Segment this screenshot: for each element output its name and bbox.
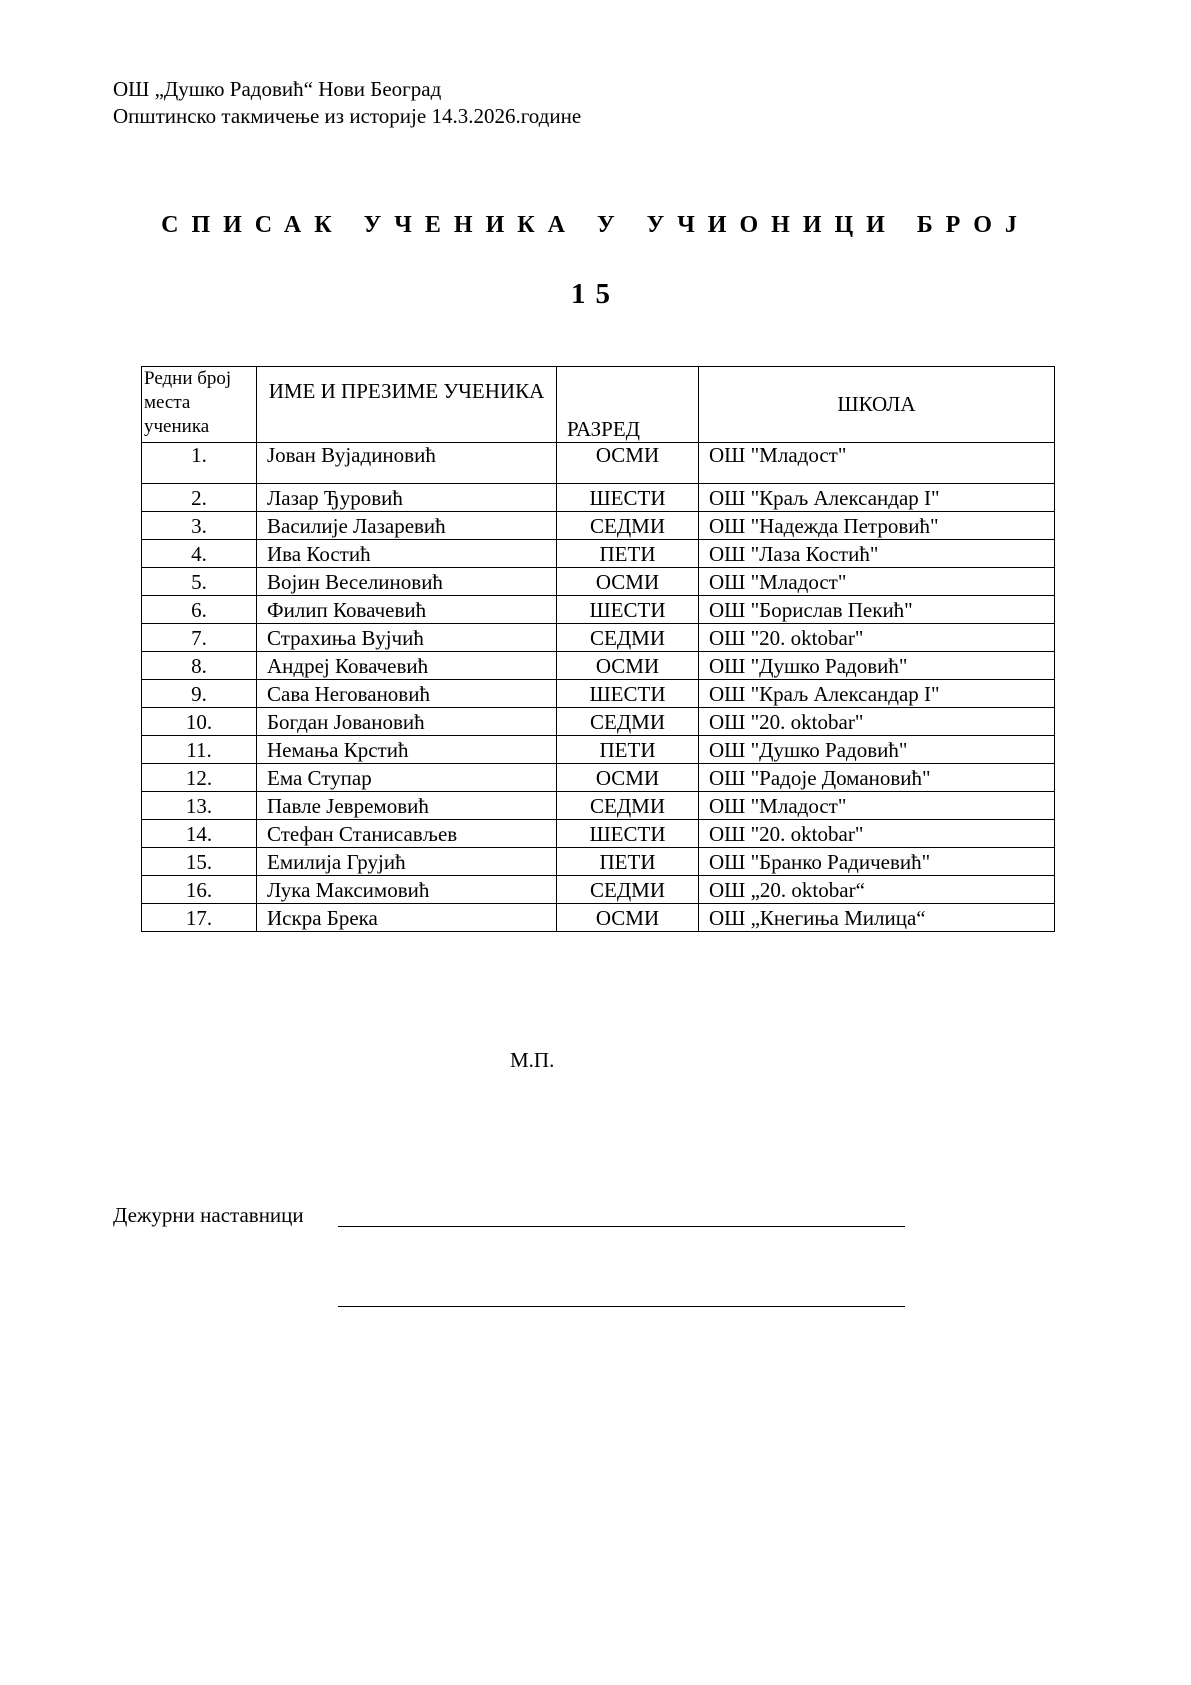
student-school: ОШ "20. oktobar"	[699, 624, 1055, 652]
row-number: 5.	[142, 568, 257, 596]
row-number: 17.	[142, 904, 257, 932]
row-number: 12.	[142, 764, 257, 792]
table-row	[142, 708, 1055, 736]
student-name: Ива Костић	[257, 540, 557, 568]
header-name: ИМЕ И ПРЕЗИМЕ УЧЕНИКА	[257, 367, 557, 443]
student-grade: ШЕСТИ	[557, 820, 699, 848]
table-row	[142, 876, 1055, 904]
student-grade: ОСМИ	[557, 568, 699, 596]
student-school: ОШ "Краљ Александар I"	[699, 484, 1055, 512]
table-row	[142, 736, 1055, 764]
student-name: Јован Вујадиновић	[257, 443, 557, 484]
header-grade: РАЗРЕД	[557, 367, 699, 443]
table-row	[142, 820, 1055, 848]
student-school: ОШ „Кнегиња Милица“	[699, 904, 1055, 932]
row-number: 13.	[142, 792, 257, 820]
student-grade: ОСМИ	[557, 904, 699, 932]
student-grade: ПЕТИ	[557, 848, 699, 876]
signature-line-2	[338, 1306, 905, 1307]
table-row	[142, 848, 1055, 876]
student-name: Лазар Ђуровић	[257, 484, 557, 512]
student-grade: ОСМИ	[557, 652, 699, 680]
student-grade: ШЕСТИ	[557, 680, 699, 708]
table-row	[142, 540, 1055, 568]
student-school: ОШ "Лаза Костић"	[699, 540, 1055, 568]
table-row	[142, 596, 1055, 624]
student-name: Филип Ковачевић	[257, 596, 557, 624]
student-school: ОШ "Душко Радовић"	[699, 652, 1055, 680]
student-name: Немања Крстић	[257, 736, 557, 764]
table-row	[142, 443, 1055, 484]
row-number: 10.	[142, 708, 257, 736]
student-grade: ОСМИ	[557, 443, 699, 484]
row-number: 9.	[142, 680, 257, 708]
student-name: Емилија Грујић	[257, 848, 557, 876]
header-school: ШКОЛА	[699, 367, 1055, 443]
document-header	[113, 76, 581, 130]
student-grade: ПЕТИ	[557, 736, 699, 764]
student-name: Андреј Ковачевић	[257, 652, 557, 680]
page-title: СПИСАК УЧЕНИКА У УЧИОНИЦИ БРОЈ	[161, 212, 1030, 238]
student-name: Лука Максимовић	[257, 876, 557, 904]
table-row	[142, 512, 1055, 540]
stamp-label: М.П.	[510, 1048, 555, 1072]
student-school: ОШ "Краљ Александар I"	[699, 680, 1055, 708]
row-number: 11.	[142, 736, 257, 764]
table-header-row	[142, 367, 1055, 443]
table-row	[142, 624, 1055, 652]
student-school: ОШ "20. oktobar"	[699, 820, 1055, 848]
student-grade: СЕДМИ	[557, 792, 699, 820]
table-row	[142, 792, 1055, 820]
table-row	[142, 764, 1055, 792]
student-grade: ПЕТИ	[557, 540, 699, 568]
student-school: ОШ "Младост"	[699, 792, 1055, 820]
header-number: Редни број места ученика	[142, 367, 257, 443]
table-body	[142, 443, 1055, 932]
signature-line-1	[338, 1226, 905, 1227]
room-number: 15	[571, 278, 620, 310]
student-school: ОШ „20. oktobar“	[699, 876, 1055, 904]
row-number: 1.	[142, 443, 257, 484]
student-name: Сава Неговановић	[257, 680, 557, 708]
student-name: Страхиња Вујчић	[257, 624, 557, 652]
student-grade: ШЕСТИ	[557, 596, 699, 624]
school-name: ОШ „Душко Радовић“ Нови Београд	[113, 77, 442, 101]
row-number: 8.	[142, 652, 257, 680]
row-number: 4.	[142, 540, 257, 568]
student-name: Василије Лазаревић	[257, 512, 557, 540]
row-number: 3.	[142, 512, 257, 540]
student-name: Павле Јевремовић	[257, 792, 557, 820]
student-grade: СЕДМИ	[557, 708, 699, 736]
competition-info: Општинско такмичење из историје 14.3.2026.године	[113, 104, 582, 128]
table-row	[142, 484, 1055, 512]
row-number: 2.	[142, 484, 257, 512]
duty-teachers-label: Дежурни наставници	[113, 1203, 304, 1227]
student-name: Искра Брека	[257, 904, 557, 932]
student-school: ОШ "Душко Радовић"	[699, 736, 1055, 764]
row-number: 7.	[142, 624, 257, 652]
row-number: 15.	[142, 848, 257, 876]
students-table	[141, 366, 1055, 932]
student-school: ОШ "Борислав Пекић"	[699, 596, 1055, 624]
table-row	[142, 568, 1055, 596]
row-number: 14.	[142, 820, 257, 848]
student-name: Ема Ступар	[257, 764, 557, 792]
student-grade: СЕДМИ	[557, 512, 699, 540]
student-name: Стефан Станисављев	[257, 820, 557, 848]
student-grade: СЕДМИ	[557, 624, 699, 652]
student-grade: СЕДМИ	[557, 876, 699, 904]
student-grade: ОСМИ	[557, 764, 699, 792]
table-row	[142, 680, 1055, 708]
student-grade: ШЕСТИ	[557, 484, 699, 512]
student-school: ОШ "Младост"	[699, 443, 1055, 484]
student-school: ОШ "Радоје Домановић"	[699, 764, 1055, 792]
student-school: ОШ "Надежда Петровић"	[699, 512, 1055, 540]
row-number: 16.	[142, 876, 257, 904]
student-school: ОШ "20. oktobar"	[699, 708, 1055, 736]
student-name: Војин Веселиновић	[257, 568, 557, 596]
student-name: Богдан Јовановић	[257, 708, 557, 736]
row-number: 6.	[142, 596, 257, 624]
student-school: ОШ "Младост"	[699, 568, 1055, 596]
table-row	[142, 652, 1055, 680]
table-row	[142, 904, 1055, 932]
student-school: ОШ "Бранко Радичевић"	[699, 848, 1055, 876]
